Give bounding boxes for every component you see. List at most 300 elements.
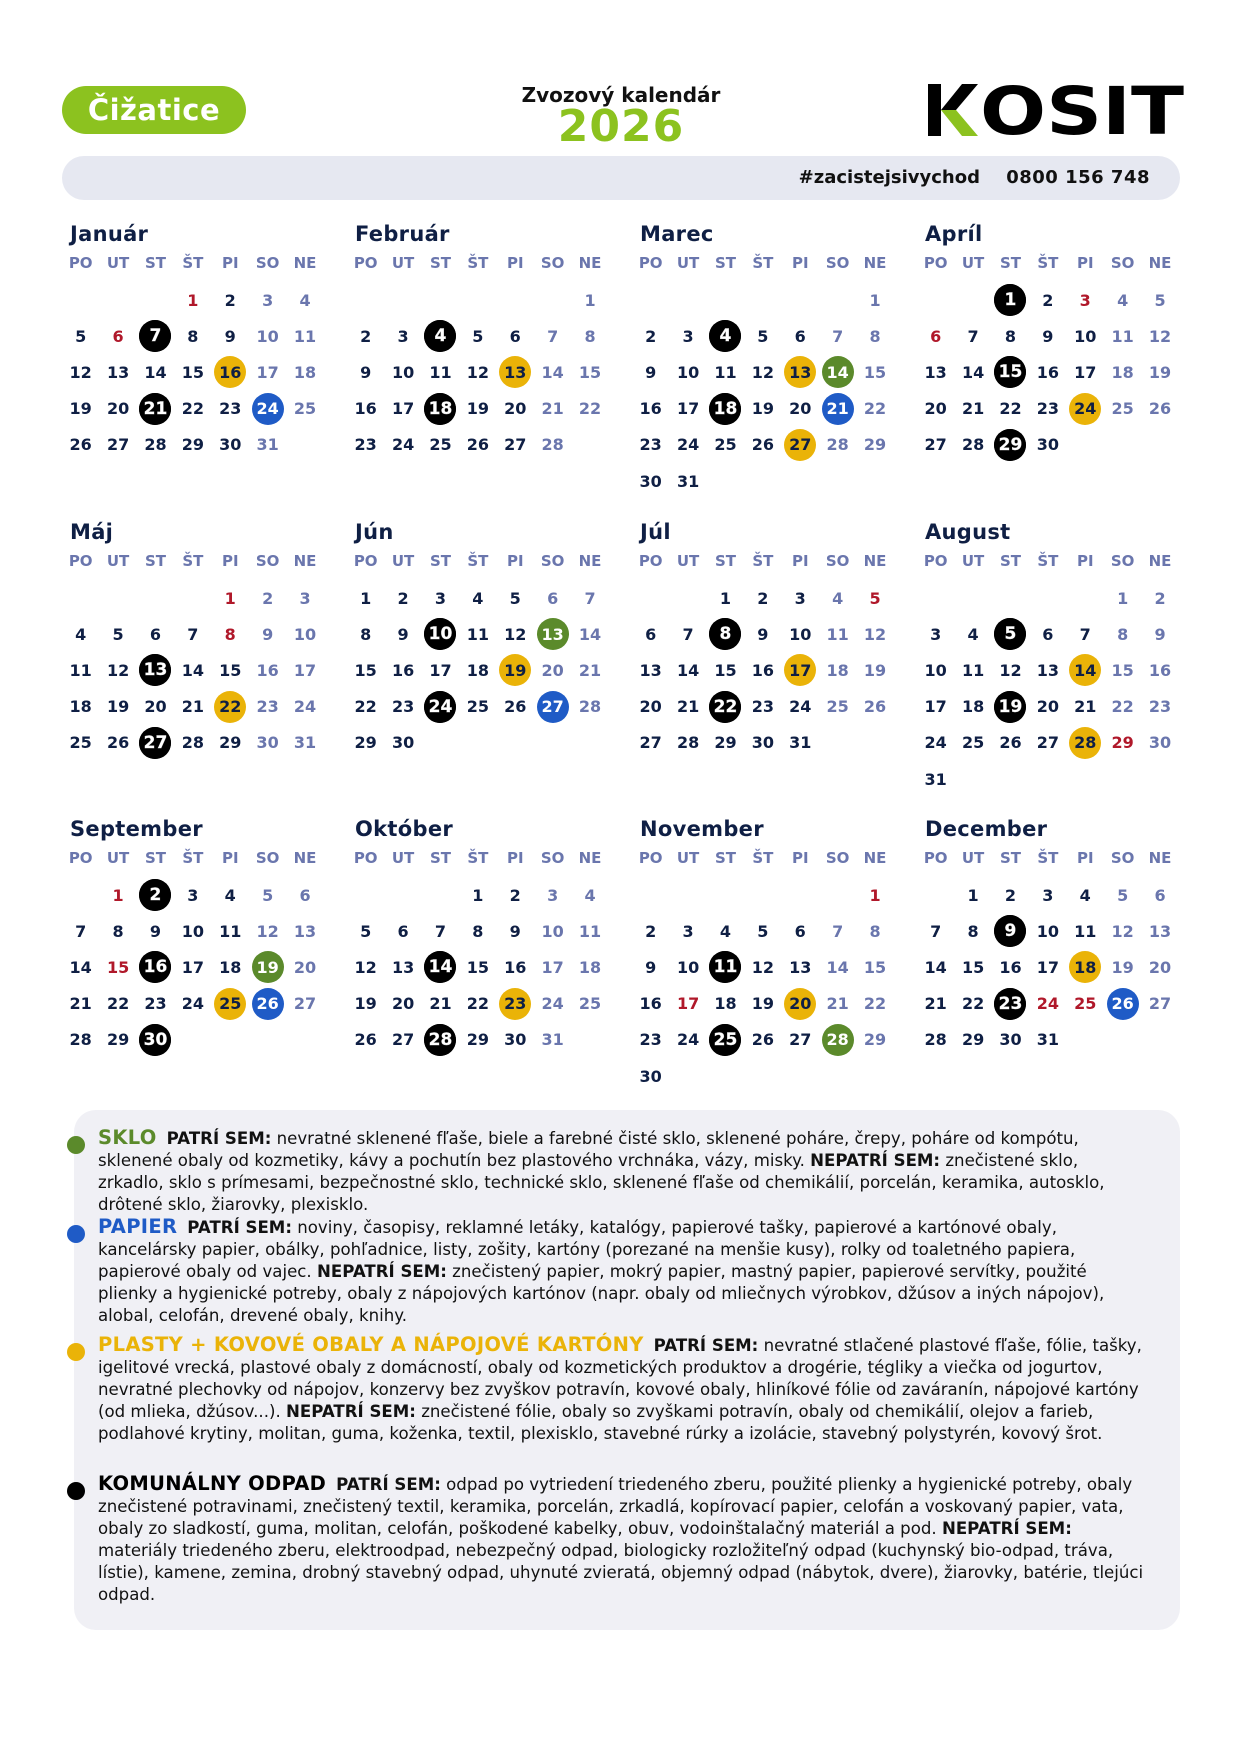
- day-cell: [707, 913, 744, 949]
- day-number: 18: [709, 393, 741, 425]
- empty-cell: [422, 282, 459, 318]
- paper-bullet-icon: [67, 1225, 85, 1243]
- day-cell: [744, 354, 781, 390]
- day-number: 2: [1004, 885, 1017, 905]
- day-number: 29: [863, 1030, 887, 1050]
- day-number: 8: [224, 624, 236, 644]
- day-cell: [669, 616, 706, 652]
- legend-plastic-no-text: znečistené fólie, obaly so zvyškami potravín, obaly od chemikálií, olejov a farieb, podlahové krytiny, molitan, guma, koženka, textil, plexisklo, stavebné rúrky a izolácie, stavebný polystyrén, kovový šrot.: [98, 1402, 1103, 1443]
- day-number: 7: [75, 921, 87, 941]
- day-number: 9: [757, 624, 769, 644]
- weekday-label: ŠT: [1037, 552, 1059, 570]
- day-cell: [534, 986, 571, 1022]
- day-cell: [62, 354, 99, 390]
- day-cell: [1029, 652, 1066, 688]
- day-cell: [954, 877, 991, 913]
- day-number: 25: [826, 697, 849, 717]
- day-cell: [744, 391, 781, 427]
- day-number: 7: [584, 588, 596, 608]
- day-cell: [99, 354, 136, 390]
- day-number: 4: [299, 290, 311, 310]
- day-cell: [571, 391, 608, 427]
- weekday-label: PI: [791, 552, 809, 570]
- day-number: 24: [676, 435, 700, 455]
- day-cell: [384, 689, 421, 725]
- weekday-header: [632, 252, 894, 282]
- day-cell: [707, 986, 744, 1022]
- day-number: 25: [429, 435, 452, 455]
- day-number: 2: [262, 588, 274, 608]
- day-cell: [137, 354, 174, 390]
- day-number: 7: [547, 326, 559, 346]
- day-number: 9: [645, 362, 657, 382]
- day-number: 10: [789, 624, 812, 644]
- day-cell: [992, 391, 1029, 427]
- day-cell: [571, 949, 608, 985]
- day-number: 29: [961, 1030, 985, 1050]
- weekday-label: NE: [293, 849, 317, 867]
- month-name: Apríl: [925, 222, 983, 246]
- pickup-day: [212, 354, 249, 390]
- day-number: 21: [181, 697, 204, 717]
- day-number: 6: [547, 588, 559, 608]
- empty-cell: [669, 580, 706, 616]
- month-name: Január: [70, 222, 149, 246]
- day-number: 15: [219, 660, 242, 680]
- day-number: 11: [293, 326, 317, 346]
- day-number: 4: [1117, 290, 1129, 310]
- day-cell: [459, 318, 496, 354]
- day-cell: [1029, 427, 1066, 463]
- day-number: 16: [639, 994, 662, 1014]
- day-cell: [632, 318, 669, 354]
- weekday-label: ŠT: [752, 849, 774, 867]
- day-number: 10: [256, 326, 279, 346]
- weekday-label: PO: [638, 254, 663, 272]
- day-number: 12: [354, 957, 377, 977]
- day-number: 23: [219, 399, 242, 419]
- day-cell: [669, 1022, 706, 1058]
- weekday-label: ŠT: [467, 552, 489, 570]
- day-number: 25: [709, 1024, 741, 1056]
- empty-cell: [954, 580, 991, 616]
- pickup-day: [137, 877, 174, 913]
- day-number: 28: [676, 733, 700, 753]
- day-number: 2: [757, 588, 769, 608]
- day-number: 3: [1079, 290, 1091, 310]
- day-cell: [1141, 949, 1178, 985]
- day-number: 12: [863, 624, 887, 644]
- day-number: 29: [714, 733, 737, 753]
- day-number: 1: [584, 290, 596, 310]
- day-cell: [1067, 689, 1104, 725]
- day-number: 7: [832, 921, 844, 941]
- day-number: 10: [391, 362, 415, 382]
- empty-cell: [62, 877, 99, 913]
- day-number: 23: [1036, 399, 1059, 419]
- day-number: 17: [541, 957, 564, 977]
- day-number: 12: [69, 362, 92, 382]
- day-number: 24: [1069, 393, 1101, 425]
- day-number: 23: [639, 435, 662, 455]
- day-number: 4: [832, 588, 844, 608]
- day-cell: [1141, 652, 1178, 688]
- day-number: 5: [1117, 885, 1129, 905]
- day-number: 5: [262, 885, 274, 905]
- day-number: 12: [751, 957, 774, 977]
- day-cell: [249, 354, 286, 390]
- month-8: [917, 520, 1179, 797]
- day-cell: [384, 427, 421, 463]
- weekday-label: PO: [923, 552, 948, 570]
- day-number: 10: [924, 660, 947, 680]
- day-cell: [137, 986, 174, 1022]
- day-number: 25: [1074, 994, 1097, 1014]
- pickup-day: [707, 318, 744, 354]
- day-number: 9: [262, 624, 274, 644]
- day-number: 13: [106, 362, 130, 382]
- day-cell: [1104, 652, 1141, 688]
- weekday-label: UT: [106, 849, 130, 867]
- day-number: 5: [509, 588, 521, 608]
- day-number: 27: [1148, 994, 1172, 1014]
- day-number: 19: [252, 951, 284, 983]
- weekday-label: NE: [863, 254, 887, 272]
- weekday-label: PO: [353, 254, 378, 272]
- day-cell: [1104, 616, 1141, 652]
- day-number: 4: [1079, 885, 1091, 905]
- weekday-label: SO: [255, 254, 280, 272]
- day-cell: [1141, 616, 1178, 652]
- day-number: 14: [69, 957, 92, 977]
- day-number: 20: [924, 399, 947, 419]
- pickup-day: [249, 391, 286, 427]
- day-number: 12: [106, 660, 130, 680]
- day-cell: [137, 913, 174, 949]
- day-number: 13: [1148, 921, 1172, 941]
- legend-communal: [98, 1473, 1148, 1606]
- day-cell: [954, 616, 991, 652]
- day-cell: [99, 986, 136, 1022]
- day-number: 20: [293, 957, 317, 977]
- day-number: 26: [1148, 399, 1172, 419]
- day-number: 12: [751, 362, 774, 382]
- day-cell: [212, 282, 249, 318]
- day-cell: [62, 913, 99, 949]
- day-number: 16: [504, 957, 527, 977]
- day-number: 26: [354, 1030, 377, 1050]
- pickup-day: [1067, 391, 1104, 427]
- day-number: 5: [994, 618, 1026, 650]
- day-number: 19: [106, 697, 130, 717]
- day-number: 24: [789, 697, 812, 717]
- day-number: 4: [709, 320, 741, 352]
- weekday-label: NE: [1148, 849, 1172, 867]
- weekday-label: ŠT: [752, 552, 774, 570]
- day-cell: [571, 318, 608, 354]
- day-cell: [744, 689, 781, 725]
- day-number: 27: [1036, 733, 1059, 753]
- day-cell: [62, 1022, 99, 1058]
- day-number: 3: [682, 326, 694, 346]
- day-number: 14: [1069, 654, 1101, 686]
- day-cell: [669, 652, 706, 688]
- day-number: 31: [256, 435, 279, 455]
- pickup-day: [422, 318, 459, 354]
- day-cell: [534, 427, 571, 463]
- day-number: 7: [930, 921, 942, 941]
- legend-paper-no-text: znečistený papier, mokrý papier, mastný papier, papierové servítky, použité plienky a hygienické potreby, obaly z nápojových kartónov (napr. obaly od mliečnych výrobkov, džúsov a iných nápojov), alobal, celofán, drevené obaly, knihy.: [98, 1262, 1105, 1325]
- day-cell: [954, 949, 991, 985]
- day-cell: [1104, 354, 1141, 390]
- day-cell: [384, 725, 421, 761]
- day-number: 7: [1079, 624, 1091, 644]
- day-number: 25: [714, 435, 737, 455]
- day-cell: [1029, 949, 1066, 985]
- hashtag: #zacistejsivychod: [798, 167, 980, 188]
- day-number: 27: [789, 1030, 812, 1050]
- day-number: 15: [863, 957, 887, 977]
- month-9: [62, 817, 324, 1058]
- day-cell: [856, 318, 893, 354]
- day-number: 18: [826, 660, 849, 680]
- day-number: 4: [967, 624, 979, 644]
- day-cell: [347, 318, 384, 354]
- month-4: [917, 222, 1179, 463]
- day-cell: [1067, 354, 1104, 390]
- day-number: 20: [504, 399, 527, 419]
- day-cell: [819, 913, 856, 949]
- day-cell: [992, 949, 1029, 985]
- weekday-label: ŠT: [467, 254, 489, 272]
- day-cell: [347, 689, 384, 725]
- day-cell: [1029, 354, 1066, 390]
- day-number: 1: [1117, 588, 1129, 608]
- pickup-day: [782, 427, 819, 463]
- day-number: 2: [1154, 588, 1166, 608]
- day-number: 29: [466, 1030, 489, 1050]
- day-number: 4: [719, 921, 732, 941]
- day-cell: [347, 652, 384, 688]
- day-cell: [1104, 877, 1141, 913]
- day-number: 19: [466, 399, 489, 419]
- phone-number[interactable]: 0800 156 748: [1006, 167, 1150, 188]
- town-badge: Čižatice: [62, 86, 246, 134]
- empty-cell: [99, 282, 136, 318]
- legend-communal-title: KOMUNÁLNY ODPAD: [98, 1472, 327, 1495]
- day-cell: [286, 725, 323, 761]
- day-cell: [1141, 354, 1178, 390]
- weekday-label: UT: [961, 849, 985, 867]
- weekday-label: ST: [714, 849, 736, 867]
- day-cell: [1029, 689, 1066, 725]
- day-number: 13: [639, 660, 662, 680]
- day-number: 2: [1042, 290, 1054, 310]
- day-cell: [669, 318, 706, 354]
- day-number: 8: [187, 326, 199, 346]
- day-cell: [782, 949, 819, 985]
- day-number: 14: [181, 660, 204, 680]
- day-number: 20: [106, 399, 130, 419]
- days-grid: [632, 580, 894, 761]
- legend-plastic-yes-text: nevratné stlačené plastové fľaše, fólie, tašky, igelitové vrecká, plastové obaly z domácností, obaly od kozmetických produktov a drogérie, tégliky a viečka od jogurtov, nevratné plechovky od nápojov, konzervy bez zvyškov potravín, kovové obaly, hliníkové fólie od zaváranín, nápojové kartóny (od mlieka, džúsov...).: [98, 1336, 1142, 1421]
- day-number: 29: [219, 733, 242, 753]
- day-cell: [174, 913, 211, 949]
- weekday-label: NE: [293, 254, 317, 272]
- day-number: 28: [424, 1024, 456, 1056]
- weekday-label: UT: [391, 849, 415, 867]
- day-cell: [744, 318, 781, 354]
- day-cell: [99, 949, 136, 985]
- day-number: 10: [181, 921, 204, 941]
- day-cell: [1104, 949, 1141, 985]
- day-number: 15: [106, 957, 130, 977]
- day-cell: [534, 877, 571, 913]
- legend-communal-no-text: materiály triedeného zberu, elektroodpad, nebezpečný odpad, biologicky rozložiteľný odpad (kuchynský bio-odpad, tráva, lístie), kamene, zemina, drobný stavebný odpad, uhynuté zvieratá, objemný odpad (nábytok, dvere), žiarovky, batérie, tlejúci odpad.: [98, 1541, 1144, 1604]
- weekday-label: PI: [791, 849, 809, 867]
- day-cell: [384, 318, 421, 354]
- day-cell: [917, 652, 954, 688]
- weekday-label: NE: [863, 552, 887, 570]
- weekday-label: ŠT: [1037, 254, 1059, 272]
- day-cell: [62, 391, 99, 427]
- day-cell: [632, 986, 669, 1022]
- day-number: 14: [822, 356, 854, 388]
- day-number: 24: [252, 393, 284, 425]
- day-number: 31: [924, 769, 947, 789]
- day-number: 24: [424, 691, 456, 723]
- pickup-day: [1067, 725, 1104, 761]
- day-cell: [497, 1022, 534, 1058]
- day-number: 4: [424, 320, 456, 352]
- day-cell: [1029, 282, 1066, 318]
- day-number: 12: [999, 660, 1022, 680]
- day-number: 9: [1042, 326, 1054, 346]
- day-number: 20: [639, 697, 662, 717]
- day-cell: [819, 652, 856, 688]
- weekday-label: SO: [825, 552, 850, 570]
- days-grid: [917, 282, 1179, 463]
- day-cell: [249, 725, 286, 761]
- day-number: 3: [930, 624, 942, 644]
- day-number: 16: [751, 660, 774, 680]
- day-cell: [669, 354, 706, 390]
- day-number: 28: [69, 1030, 92, 1050]
- day-cell: [422, 354, 459, 390]
- day-cell: [954, 652, 991, 688]
- pickup-day: [497, 354, 534, 390]
- day-cell: [174, 391, 211, 427]
- day-cell: [1141, 391, 1178, 427]
- day-number: 6: [930, 326, 942, 346]
- day-number: 3: [794, 588, 806, 608]
- day-cell: [497, 391, 534, 427]
- pickup-day: [137, 725, 174, 761]
- day-cell: [571, 616, 608, 652]
- day-number: 19: [69, 399, 92, 419]
- day-number: 27: [924, 435, 947, 455]
- pickup-day: [212, 689, 249, 725]
- day-number: 11: [709, 951, 741, 983]
- empty-cell: [384, 877, 421, 913]
- pickup-day: [137, 318, 174, 354]
- pickup-day: [534, 616, 571, 652]
- day-number: 29: [863, 435, 887, 455]
- day-cell: [1029, 725, 1066, 761]
- weekday-label: PO: [68, 552, 93, 570]
- day-cell: [1104, 913, 1141, 949]
- day-number: 22: [578, 399, 602, 419]
- day-number: 4: [75, 624, 87, 644]
- day-number: 22: [214, 691, 246, 723]
- glass-bullet-icon: [67, 1136, 85, 1154]
- day-number: 23: [1148, 697, 1172, 717]
- day-number: 7: [832, 326, 844, 346]
- month-name: Október: [355, 817, 454, 841]
- day-cell: [422, 652, 459, 688]
- day-number: 25: [69, 733, 92, 753]
- month-name: Júl: [640, 520, 671, 544]
- legend-communal-yes-label: PATRÍ SEM:: [336, 1475, 441, 1494]
- day-cell: [819, 616, 856, 652]
- day-cell: [632, 1058, 669, 1094]
- day-number: 6: [509, 326, 521, 346]
- calendar-year: 2026: [557, 101, 685, 152]
- weekday-label: ST: [144, 849, 166, 867]
- day-number: 28: [924, 1030, 947, 1050]
- day-number: 9: [994, 915, 1026, 947]
- day-number: 13: [139, 654, 171, 686]
- day-number: 11: [1111, 326, 1134, 346]
- weekday-label: ST: [714, 254, 736, 272]
- days-grid: [917, 580, 1179, 797]
- day-number: 13: [391, 957, 415, 977]
- day-cell: [917, 949, 954, 985]
- day-number: 10: [541, 921, 564, 941]
- legend-communal-yes-text: odpad po vytriedení triedeného zberu, použité plienky a hygienické potreby, obaly znečistené potravinami, znečistený textil, keramika, porcelán, zrkadlá, kopírovací papier, celofán a voskovaný papier, vata, obaly zo sladkostí, guma, molitan, celofán, poškodené kabelky, obuv, vodoinštalačný materiál a pod.: [98, 1475, 1133, 1538]
- day-number: 19: [751, 994, 774, 1014]
- legend-paper-yes-text: noviny, časopisy, reklamné letáky, katalógy, papierové tašky, papierové a kartónové obaly, kancelársky papier, obálky, pohľadnice, listy, zošity, kartóny (porezané na menšie kusy), rolky od toaletného papiera, papierové obaly od vajec.: [98, 1218, 1076, 1281]
- day-number: 2: [509, 885, 521, 905]
- day-cell: [534, 391, 571, 427]
- day-number: 3: [397, 326, 409, 346]
- empty-cell: [1067, 580, 1104, 616]
- day-number: 18: [466, 660, 489, 680]
- day-cell: [497, 318, 534, 354]
- day-cell: [347, 427, 384, 463]
- day-cell: [1029, 986, 1066, 1022]
- day-number: 30: [639, 471, 662, 491]
- day-cell: [534, 913, 571, 949]
- weekday-label: NE: [578, 254, 602, 272]
- day-number: 5: [757, 326, 769, 346]
- weekday-label: SO: [540, 254, 565, 272]
- day-number: 2: [645, 921, 657, 941]
- day-number: 18: [424, 393, 456, 425]
- weekday-label: NE: [1148, 552, 1172, 570]
- day-cell: [856, 354, 893, 390]
- day-number: 15: [863, 362, 887, 382]
- day-cell: [1141, 689, 1178, 725]
- day-cell: [819, 689, 856, 725]
- day-cell: [917, 913, 954, 949]
- empty-cell: [744, 877, 781, 913]
- day-cell: [856, 689, 893, 725]
- day-number: 26: [999, 733, 1022, 753]
- day-cell: [1141, 877, 1178, 913]
- day-number: 14: [144, 362, 167, 382]
- day-number: 19: [863, 660, 887, 680]
